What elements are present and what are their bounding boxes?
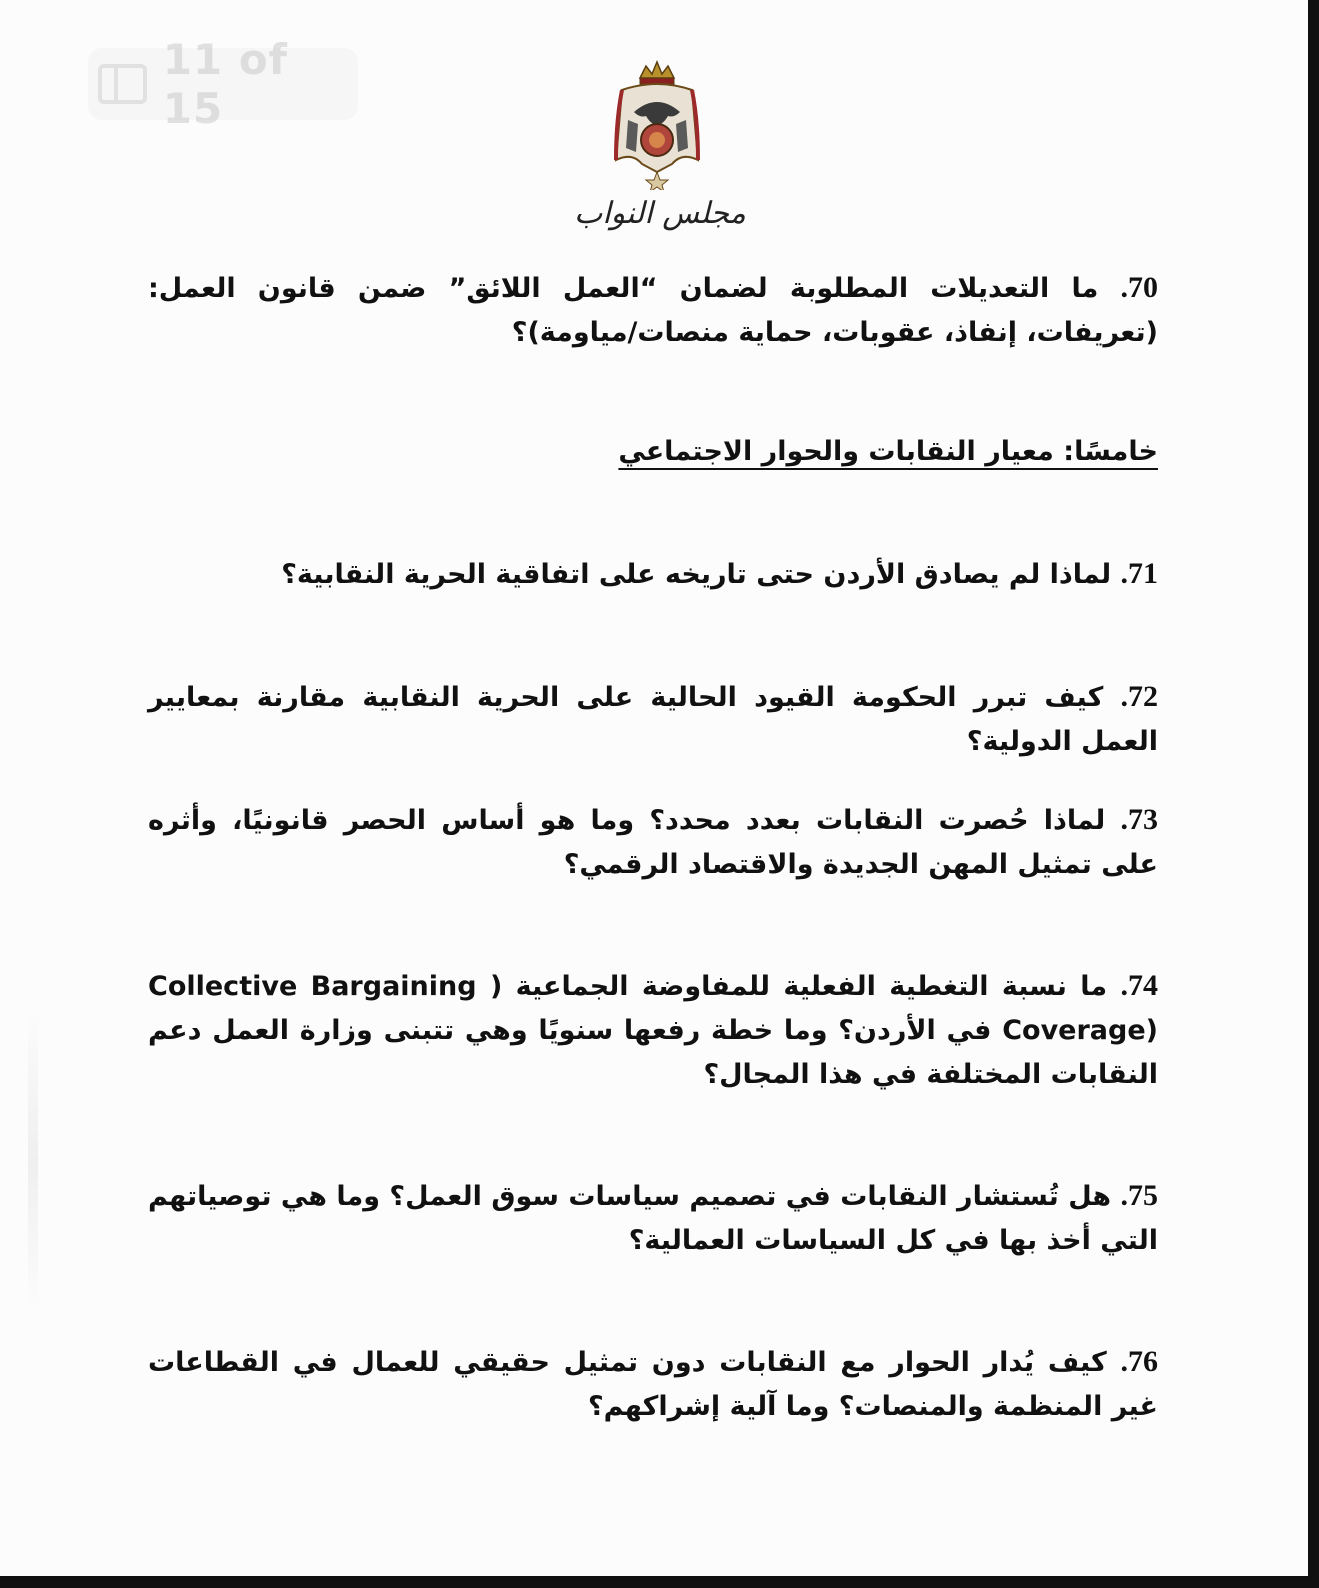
question-text: ما نسبة التغطية الفعلية للمفاوضة الجماعية ( <box>489 971 1108 1002</box>
section-heading: خامسًا: معيار النقابات والحوار الاجتماعي <box>618 436 1158 467</box>
question-number: 76. <box>1120 1345 1158 1378</box>
question-text: كيف تبرر الحكومة القيود الحالية على الحرية النقابية مقارنة بمعايير العمل الدولية؟ <box>148 682 1158 757</box>
question-73 <box>148 798 1158 887</box>
document-body <box>148 0 1158 1576</box>
question-latin-term: Collective Bargaining Coverage) <box>148 971 1158 1046</box>
scan-edge-mark <box>28 1010 38 1310</box>
question-number: 74. <box>1120 969 1158 1002</box>
question-76 <box>148 1340 1158 1429</box>
question-number: 73. <box>1120 803 1158 836</box>
question-text: لماذا حُصرت النقابات بعدد محدد؟ وما هو أساس الحصر قانونيًا، وأثره على تمثيل المهن الجديدة والاقتصاد الرقمي؟ <box>148 805 1158 880</box>
question-text: هل تُستشار النقابات في تصميم سياسات سوق العمل؟ وما هي توصياتهم التي أخذ بها في كل السياسات العمالية؟ <box>148 1181 1158 1256</box>
question-71 <box>148 552 1158 597</box>
question-number: 75. <box>1120 1179 1159 1212</box>
council-name-calligraphy: مجلس النواب <box>574 196 746 231</box>
question-text: لماذا لم يصادق الأردن حتى تاريخه على اتفاقية الحرية النقابية؟ <box>281 559 1112 590</box>
question-text: كيف يُدار الحوار مع النقابات دون تمثيل حقيقي للعمال في القطاعات غير المنظمة والمنصات؟ وما آلية إشراكهم؟ <box>148 1347 1158 1422</box>
question-text: ما التعديلات المطلوبة لضمان “العمل اللائق” ضمن قانون العمل: (تعريفات، إنفاذ، عقوبات، حماية منصات/مياومة)؟ <box>148 273 1158 348</box>
question-70 <box>148 266 1158 355</box>
question-text-continued: في الأردن؟ وما خطة رفعها سنويًا وهي تتبنى وزارة العمل دعم النقابات المختلفة في هذا المجال؟ <box>148 1015 1158 1090</box>
question-74 <box>148 964 1158 1097</box>
question-number: 70. <box>1120 271 1158 304</box>
question-number: 72. <box>1120 680 1158 713</box>
sidebar-pages-icon[interactable] <box>98 64 147 104</box>
question-72 <box>148 675 1158 764</box>
question-number: 71. <box>1120 557 1158 590</box>
page-indicator-label: 11 of 15 <box>162 35 288 133</box>
question-75 <box>148 1174 1158 1263</box>
